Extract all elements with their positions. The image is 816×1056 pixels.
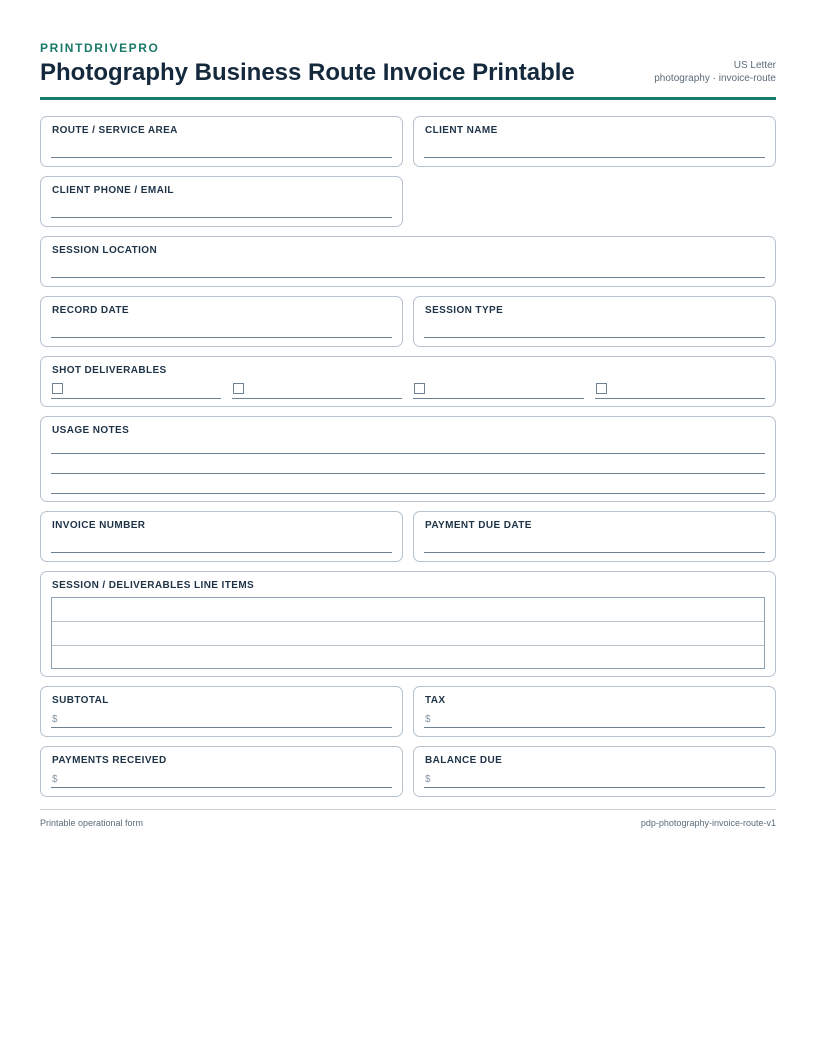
brand-name: PRINTDRIVEPRO [40,41,160,55]
tax-field[interactable] [413,686,776,737]
record-date-label: RECORD DATE [52,305,129,316]
usage-notes-field[interactable] [40,416,776,502]
client-name-line[interactable] [424,157,765,158]
tax-currency: $ [425,714,431,725]
document-tags: photography · invoice-route [654,73,776,84]
usage-notes-line[interactable] [51,473,765,474]
line-item-row[interactable] [52,622,764,646]
balance-due-field[interactable] [413,746,776,797]
invoice-number-field[interactable] [40,511,403,562]
client-contact-line[interactable] [51,217,392,218]
deliverable-line[interactable] [595,398,765,399]
deliverable-checkbox[interactable] [414,383,425,394]
document-meta [654,59,776,85]
footer-form-id: pdp-photography-invoice-route-v1 [640,818,776,828]
session-type-label: SESSION TYPE [425,305,504,316]
route-service-area-line[interactable] [51,157,392,158]
payment-due-date-field[interactable] [413,511,776,562]
tax-line[interactable] [424,727,765,728]
line-items-field [40,571,776,677]
footer-rule [40,809,776,810]
client-contact-field[interactable] [40,176,403,227]
invoice-number-label: INVOICE NUMBER [52,520,146,531]
balance-due-currency: $ [425,774,431,785]
session-location-line[interactable] [51,277,765,278]
usage-notes-line[interactable] [51,493,765,494]
deliverable-checkbox[interactable] [52,383,63,394]
line-items-table [51,597,765,669]
client-contact-label: CLIENT PHONE / EMAIL [52,185,174,196]
payments-received-currency: $ [52,774,58,785]
header-rule [40,97,776,100]
client-name-field[interactable] [413,116,776,167]
payments-received-field[interactable] [40,746,403,797]
tax-label: TAX [425,695,446,706]
deliverable-checkbox[interactable] [233,383,244,394]
line-item-row[interactable] [52,598,764,622]
subtotal-field[interactable] [40,686,403,737]
usage-notes-label: USAGE NOTES [52,425,130,436]
payment-due-date-label: PAYMENT DUE DATE [425,520,532,531]
payments-received-line[interactable] [51,787,392,788]
route-service-area-field[interactable] [40,116,403,167]
subtotal-currency: $ [52,714,58,725]
deliverable-line[interactable] [232,398,402,399]
shot-deliverables-label: SHOT DELIVERABLES [52,365,167,376]
page-title: Photography Business Route Invoice Printable [40,59,575,86]
balance-due-line[interactable] [424,787,765,788]
line-item-row[interactable] [52,646,764,670]
session-type-field[interactable] [413,296,776,347]
paper-size: US Letter [733,60,776,71]
record-date-line[interactable] [51,337,392,338]
client-name-label: CLIENT NAME [425,125,498,136]
usage-notes-line[interactable] [51,453,765,454]
payments-received-label: PAYMENTS RECEIVED [52,755,167,766]
footer-left-text: Printable operational form [40,818,144,828]
subtotal-line[interactable] [51,727,392,728]
deliverable-line[interactable] [51,398,221,399]
route-service-area-label: ROUTE / SERVICE AREA [52,125,178,136]
balance-due-label: BALANCE DUE [425,755,503,766]
invoice-number-line[interactable] [51,552,392,553]
deliverable-checkbox[interactable] [596,383,607,394]
shot-deliverables-field [40,356,776,407]
deliverable-line[interactable] [413,398,584,399]
session-type-line[interactable] [424,337,765,338]
session-location-field[interactable] [40,236,776,287]
line-items-label: SESSION / DELIVERABLES LINE ITEMS [52,580,255,591]
record-date-field[interactable] [40,296,403,347]
session-location-label: SESSION LOCATION [52,245,158,256]
payment-due-date-line[interactable] [424,552,765,553]
subtotal-label: SUBTOTAL [52,695,109,706]
